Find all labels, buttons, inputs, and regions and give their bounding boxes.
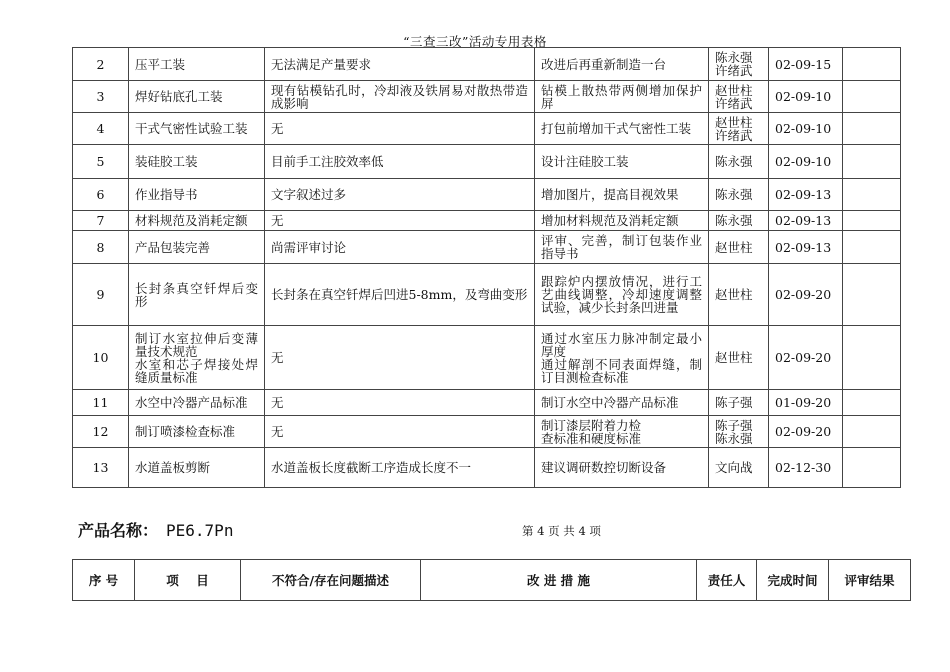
cell-no: 9 — [73, 264, 129, 326]
cell-date: 02-09-13 — [769, 231, 843, 264]
cell-item: 装硅胶工装 — [129, 145, 265, 179]
cell-item: 制订水室拉伸后变薄量技术规范 水室和芯子焊接处焊缝质量标准 — [129, 326, 265, 390]
improvement-table — [72, 47, 901, 488]
cell-no: 10 — [73, 326, 129, 390]
cell-owner: 赵世柱 — [709, 231, 769, 264]
table-row — [73, 448, 901, 488]
cell-problem: 无 — [265, 211, 535, 231]
cell-date: 02-09-20 — [769, 416, 843, 448]
table-row — [73, 48, 901, 81]
column-header-row — [73, 560, 911, 601]
table-row — [73, 145, 901, 179]
col-header-item: 项 目 — [135, 560, 241, 601]
cell-problem: 无 — [265, 113, 535, 145]
next-table-header — [72, 559, 911, 601]
cell-measure: 改进后再重新制造一台 — [535, 48, 709, 81]
cell-problem: 现有钻模钻孔时，冷却液及铁屑易对散热带造成影响 — [265, 81, 535, 113]
cell-review — [843, 211, 901, 231]
cell-owner: 赵世柱 — [709, 326, 769, 390]
product-name — [78, 518, 233, 541]
cell-no: 11 — [73, 390, 129, 416]
cell-no: 5 — [73, 145, 129, 179]
cell-owner: 文向战 — [709, 448, 769, 488]
cell-problem: 无 — [265, 416, 535, 448]
cell-owner: 赵世柱 许绪武 — [709, 113, 769, 145]
cell-no: 8 — [73, 231, 129, 264]
cell-no: 2 — [73, 48, 129, 81]
cell-owner: 赵世柱 — [709, 264, 769, 326]
cell-date: 02-09-13 — [769, 179, 843, 211]
table-row — [73, 231, 901, 264]
cell-date: 02-09-15 — [769, 48, 843, 81]
cell-date: 02-12-30 — [769, 448, 843, 488]
cell-problem: 文字叙述过多 — [265, 179, 535, 211]
cell-review — [843, 231, 901, 264]
cell-date: 02-09-20 — [769, 326, 843, 390]
cell-no: 13 — [73, 448, 129, 488]
cell-owner: 陈永强 许绪武 — [709, 48, 769, 81]
cell-measure: 制订水空中冷器产品标准 — [535, 390, 709, 416]
product-name-label: 产品名称： — [78, 521, 159, 540]
cell-item: 水道盖板剪断 — [129, 448, 265, 488]
cell-measure: 打包前增加干式气密性工装 — [535, 113, 709, 145]
cell-owner: 陈永强 — [709, 211, 769, 231]
cell-problem: 水道盖板长度截断工序造成长度不一 — [265, 448, 535, 488]
cell-date: 01-09-20 — [769, 390, 843, 416]
cell-owner: 陈永强 — [709, 145, 769, 179]
cell-item: 长封条真空钎焊后变形 — [129, 264, 265, 326]
cell-review — [843, 416, 901, 448]
cell-item: 焊好钻底孔工装 — [129, 81, 265, 113]
cell-owner: 陈子强 — [709, 390, 769, 416]
cell-no: 3 — [73, 81, 129, 113]
cell-problem: 尚需评审讨论 — [265, 231, 535, 264]
table-row — [73, 390, 901, 416]
cell-owner: 陈子强 陈永强 — [709, 416, 769, 448]
product-name-value: PE6.7Pn — [166, 521, 234, 540]
table-row — [73, 81, 901, 113]
cell-item: 材料规范及消耗定额 — [129, 211, 265, 231]
col-header-owner: 责任人 — [697, 560, 757, 601]
table-row — [73, 416, 901, 448]
cell-problem: 目前手工注胶效率低 — [265, 145, 535, 179]
cell-date: 02-09-20 — [769, 264, 843, 326]
cell-no: 6 — [73, 179, 129, 211]
document-header-title: “三查三改”活动专用表格 — [403, 34, 547, 49]
cell-problem: 长封条在真空钎焊后凹进5-8mm，及弯曲变形 — [265, 264, 535, 326]
cell-measure: 建议调研数控切断设备 — [535, 448, 709, 488]
cell-item: 压平工装 — [129, 48, 265, 81]
cell-no: 7 — [73, 211, 129, 231]
cell-review — [843, 448, 901, 488]
cell-measure: 通过水室压力脉冲制定最小厚度 通过解剖不同表面焊缝，制订目测检查标准 — [535, 326, 709, 390]
cell-date: 02-09-13 — [769, 211, 843, 231]
table-row — [73, 179, 901, 211]
cell-review — [843, 179, 901, 211]
cell-review — [843, 326, 901, 390]
cell-item: 制订喷漆检查标准 — [129, 416, 265, 448]
col-header-review: 评审结果 — [829, 560, 911, 601]
col-header-problem: 不符合/存在问题描述 — [241, 560, 421, 601]
cell-review — [843, 264, 901, 326]
cell-item: 水空中冷器产品标准 — [129, 390, 265, 416]
col-header-date: 完成时间 — [757, 560, 829, 601]
cell-review — [843, 390, 901, 416]
col-header-no: 序 号 — [73, 560, 135, 601]
cell-item: 产品包装完善 — [129, 231, 265, 264]
cell-no: 12 — [73, 416, 129, 448]
cell-problem: 无 — [265, 326, 535, 390]
cell-owner: 陈永强 — [709, 179, 769, 211]
table-row — [73, 326, 901, 390]
table-row — [73, 211, 901, 231]
cell-measure: 钻模上散热带两侧增加保护屏 — [535, 81, 709, 113]
cell-problem: 无法满足产量要求 — [265, 48, 535, 81]
col-header-measure: 改 进 措 施 — [421, 560, 697, 601]
cell-measure: 设计注硅胶工装 — [535, 145, 709, 179]
cell-measure: 增加图片，提高目视效果 — [535, 179, 709, 211]
cell-review — [843, 81, 901, 113]
cell-measure: 增加材料规范及消耗定额 — [535, 211, 709, 231]
cell-measure: 评审、完善，制订包装作业指导书 — [535, 231, 709, 264]
cell-measure: 制订漆层附着力检 查标准和硬度标准 — [535, 416, 709, 448]
cell-date: 02-09-10 — [769, 81, 843, 113]
cell-date: 02-09-10 — [769, 113, 843, 145]
cell-measure: 跟踪炉内摆放情况，进行工艺曲线调整，冷却速度调整试验，减少长封条凹进量 — [535, 264, 709, 326]
cell-owner: 赵世柱 许绪武 — [709, 81, 769, 113]
cell-review — [843, 48, 901, 81]
table-row — [73, 264, 901, 326]
cell-review — [843, 145, 901, 179]
cell-item: 作业指导书 — [129, 179, 265, 211]
page-info: 第 4 页 共 4 项 — [522, 524, 601, 538]
cell-review — [843, 113, 901, 145]
cell-no: 4 — [73, 113, 129, 145]
table-row — [73, 113, 901, 145]
cell-item: 干式气密性试验工装 — [129, 113, 265, 145]
cell-date: 02-09-10 — [769, 145, 843, 179]
cell-problem: 无 — [265, 390, 535, 416]
